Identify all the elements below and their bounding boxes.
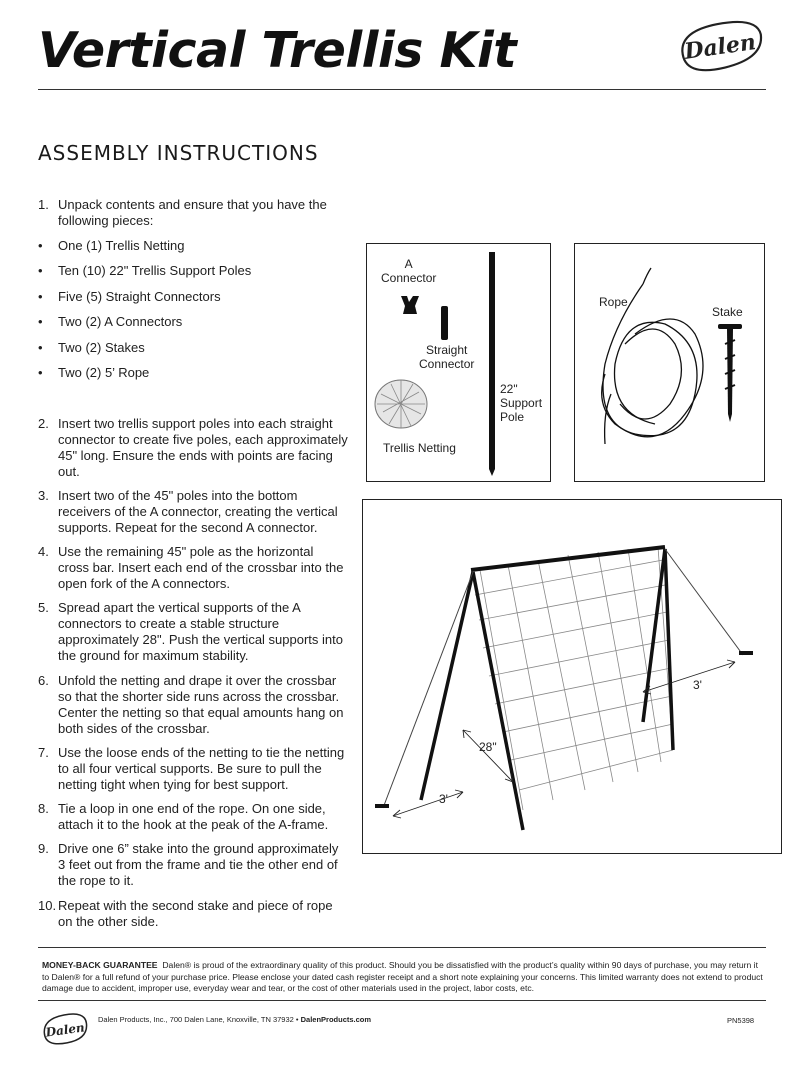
- stake-label: Stake: [712, 305, 743, 319]
- money-back-guarantee: [42, 960, 764, 995]
- a-connector-label: A Connector: [381, 257, 437, 285]
- instruction-step: 3. Insert two of the 45" poles into the bottom receivers of the A connector, creating the vertical supports. Repeat for the second A connector.: [38, 488, 348, 536]
- footer-divider-bottom: [38, 1000, 766, 1001]
- trellis-netting-illustration: [375, 380, 427, 428]
- svg-text:Dalen: Dalen: [44, 1020, 86, 1040]
- guarantee-label: MONEY-BACK GUARANTEE: [42, 960, 158, 970]
- instruction-step: 7. Use the loose ends of the netting to tie the netting to all four vertical supports. Be sure to pull the netting tight when tying for best support.: [38, 745, 348, 793]
- company-address: Dalen Products, Inc., 700 Dalen Lane, Knoxville, TN 37932 • DalenProducts.com: [98, 1015, 372, 1024]
- parts-diagram-box: [366, 243, 551, 482]
- instruction-step: 10. Repeat with the second stake and piece of rope on the other side.: [38, 898, 348, 930]
- section-heading: ASSEMBLY INSTRUCTIONS: [38, 141, 319, 165]
- step-text: Spread apart the vertical supports of the A connectors to create a stable structure approximately 28". Push the vertical supports into the ground for maximum stability.: [58, 600, 343, 663]
- instruction-step: 8. Tie a loop in one end of the rope. On one side, attach it to the hook at the peak of the A-frame.: [38, 801, 348, 833]
- step-text: Unpack contents and ensure that you have the following pieces:: [58, 197, 327, 228]
- pieces-list-item: • Five (5) Straight Connectors: [38, 289, 221, 304]
- straight-connector-label: Straight Connector: [419, 343, 475, 371]
- step-text: Unfold the netting and drape it over the crossbar so that the shorter side runs across the crossbar. Center the netting so that equal amounts hang on both sides of the crossbar.: [58, 673, 344, 736]
- instruction-step: 9. Drive one 6” stake into the ground approximately 3 feet out from the frame and tie the other end of the rope to it.: [38, 841, 348, 889]
- instruction-step: 5. Spread apart the vertical supports of the A connectors to create a stable structure approximately 28". Push the vertical supports into the ground for maximum stability.: [38, 600, 348, 664]
- pieces-list-item: • Two (2) 5’ Rope: [38, 365, 150, 380]
- website-link[interactable]: DalenProducts.com: [300, 1015, 372, 1024]
- part-number: PN5398: [727, 1016, 755, 1025]
- step-text: Insert two of the 45" poles into the bottom receivers of the A connector, creating the vertical supports. Repeat for the second A connector.: [58, 488, 338, 535]
- step-text: Use the loose ends of the netting to tie the netting to all four vertical supports. Be sure to pull the netting tight when tying for best support.: [58, 745, 345, 792]
- page-title: Vertical Trellis Kit: [38, 22, 517, 79]
- dimension-label-right: 3': [693, 678, 702, 692]
- step-text: Drive one 6” stake into the ground approximately 3 feet out from the frame and tie the other end of the rope to it.: [58, 841, 339, 888]
- a-connector-illustration: [401, 296, 419, 314]
- step-number: 1.: [38, 197, 49, 212]
- assembled-trellis-diagram-box: [362, 499, 782, 854]
- pieces-list-item: • One (1) Trellis Netting: [38, 238, 185, 253]
- step-text: Tie a loop in one end of the rope. On one side, attach it to the hook at the peak of the A-frame.: [58, 801, 329, 832]
- title-divider: [38, 89, 766, 90]
- straight-connector-illustration: [441, 306, 448, 340]
- rope-label: Rope: [599, 295, 628, 309]
- support-pole-illustration: [489, 252, 495, 476]
- instruction-step: 6. Unfold the netting and drape it over the crossbar so that the shorter side runs across the crossbar. Center the netting so that equal amounts hang on both sides of the crossbar.: [38, 673, 348, 737]
- dalen-logo: [672, 18, 768, 74]
- svg-text:Dalen: Dalen: [682, 29, 758, 65]
- pieces-list-item: • Two (2) A Connectors: [38, 314, 183, 329]
- rope-stake-diagram-box: [574, 243, 765, 482]
- trellis-netting-label: Trellis Netting: [383, 441, 456, 455]
- stake-illustration: [718, 324, 742, 422]
- dimension-label-left: 3': [439, 792, 448, 806]
- support-pole-label: 22" Support Pole: [500, 382, 543, 424]
- pieces-list-item: • Two (2) Stakes: [38, 340, 145, 355]
- instruction-step: 2. Insert two trellis support poles into each straight connector to create five poles, each approximately 45" long. Ensure the ends with points are facing out.: [38, 416, 348, 479]
- instruction-step: [38, 197, 348, 229]
- dalen-logo-small: [40, 1012, 90, 1046]
- dimension-label-spread: 28": [479, 740, 497, 754]
- pieces-list-item: • Ten (10) 22" Trellis Support Poles: [38, 263, 252, 278]
- step-text: Repeat with the second stake and piece of rope on the other side.: [58, 898, 333, 929]
- step-text: Insert two trellis support poles into each straight connector to create five poles, each approximately 45" long. Ensure the ends with points are facing out.: [58, 416, 348, 479]
- step-text: Use the remaining 45" pole as the horizontal cross bar. Insert each end of the crossbar into the open fork of the A connectors.: [58, 544, 344, 591]
- footer-divider: [38, 947, 766, 948]
- instruction-step: 4. Use the remaining 45" pole as the horizontal cross bar. Insert each end of the crossbar into the open fork of the A connectors.: [38, 544, 348, 592]
- guarantee-text: Dalen® is proud of the extraordinary quality of this product. Should you be dissatisfied with the product’s quality within 90 days of purchase, you may return it to Dalen® for a full refund of your purchase price. Please enclose your dated cash register receipt and a short note explaining your concerns. This limited warranty does not extend to product damage due to accident, improper use, everyday wear and tear, or the cost of other materials used in the project, labor costs, etc.: [42, 960, 763, 993]
